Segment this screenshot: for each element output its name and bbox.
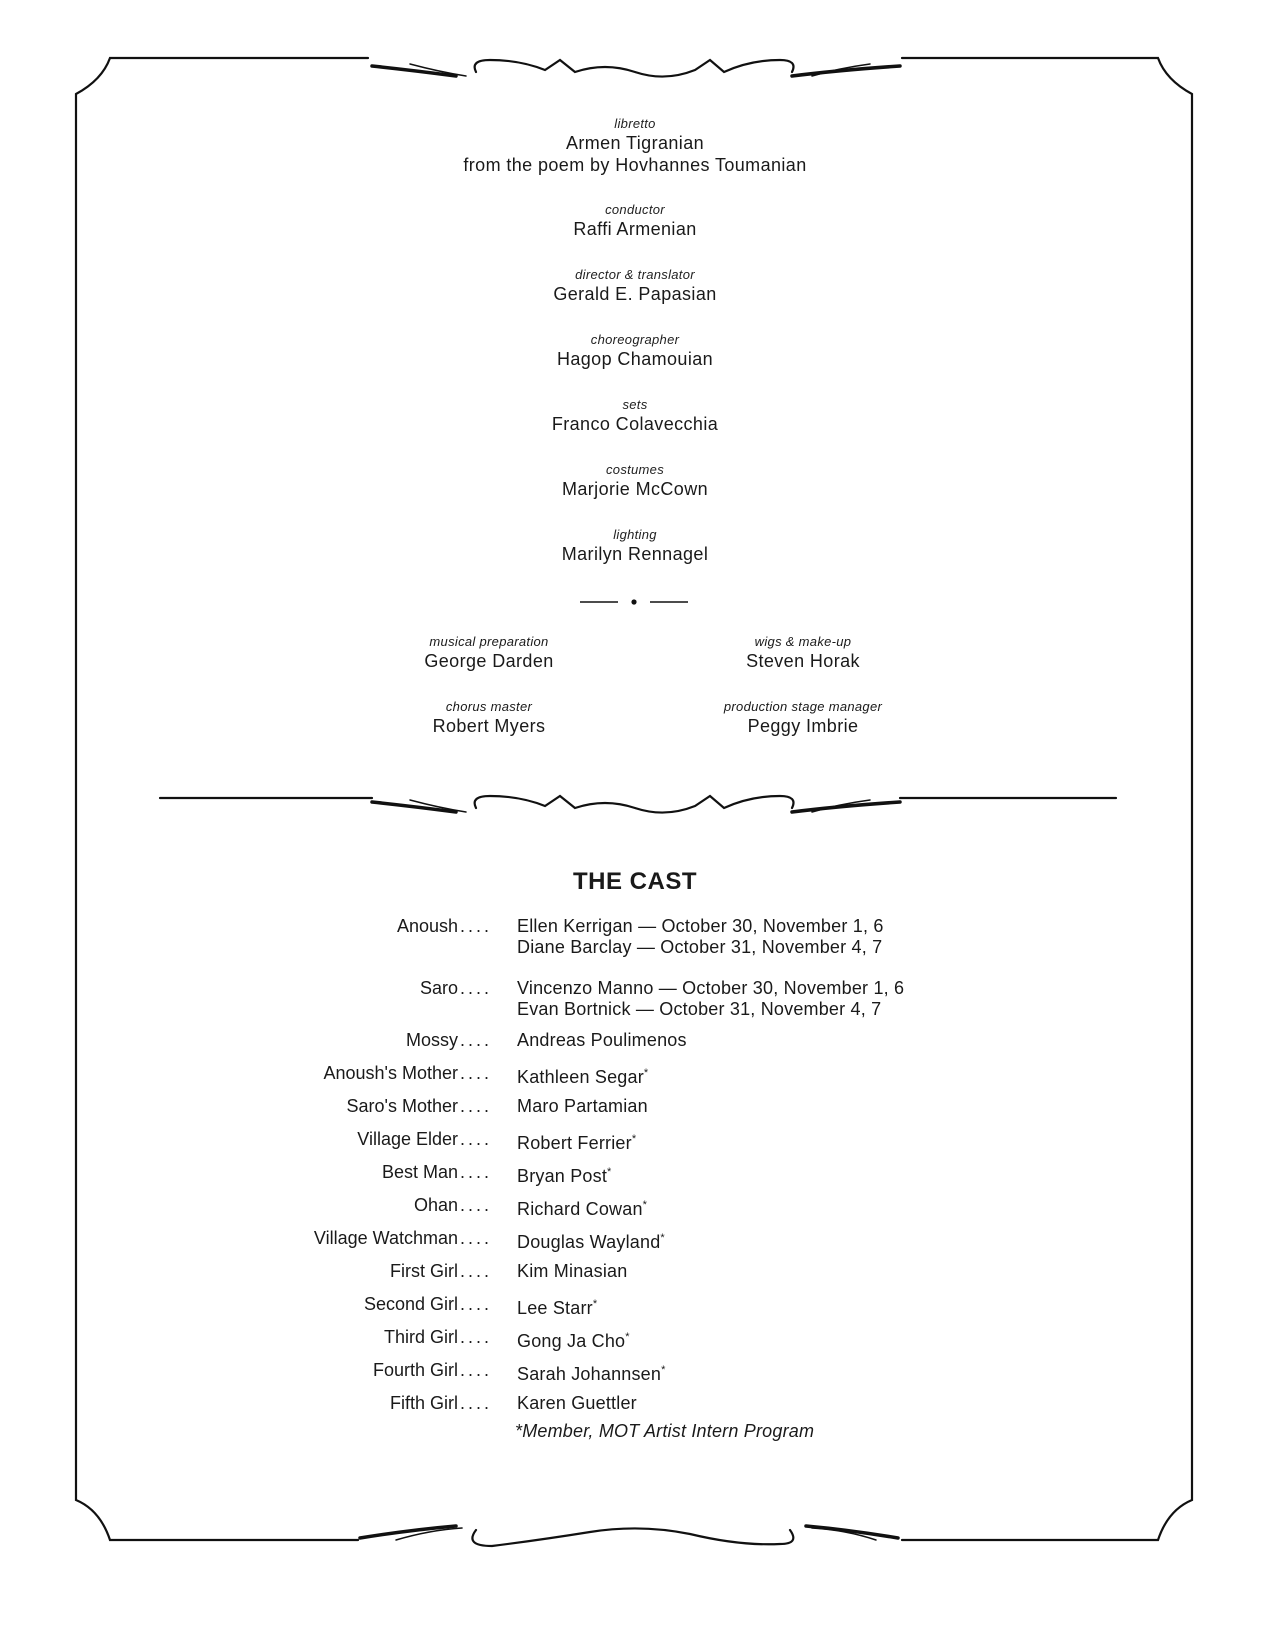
cast-leader-dots: ....	[460, 1294, 493, 1314]
cast-actor-name: Kim Minasian	[517, 1261, 628, 1281]
staff-name: Robert Myers	[432, 716, 546, 736]
credit-block	[395, 267, 875, 305]
cast-actor-name: Andreas Poulimenos	[517, 1030, 687, 1050]
staff-credit	[329, 634, 649, 672]
cast-leader-dots: ....	[460, 1096, 493, 1116]
cast-leader-dots: ....	[460, 1030, 493, 1050]
intern-marker: *	[642, 1199, 648, 1211]
cast-actor	[517, 1030, 687, 1051]
cast-leader-dots: ....	[460, 1162, 493, 1182]
staff-role: musical preparation	[429, 634, 549, 649]
cast-actor-name: Bryan Post	[517, 1166, 608, 1186]
cast-alternate-actor: Evan Bortnick — October 31, November 4, 7	[517, 999, 882, 1019]
cast-heading: THE CAST	[573, 868, 697, 895]
cast-character: Village Watchman	[313, 1228, 458, 1248]
cast-character: Fourth Girl	[372, 1360, 458, 1380]
staff-role: production stage manager	[723, 699, 883, 714]
credit-role: choreographer	[590, 332, 680, 347]
cast-character: Third Girl	[383, 1327, 458, 1347]
cast-actor-name: Maro Partamian	[517, 1096, 648, 1116]
cast-actor-name: Robert Ferrier	[517, 1133, 632, 1153]
cast-leader-dots: ....	[460, 1129, 493, 1149]
cast-alternate-actor: Diane Barclay — October 31, November 4, 7	[517, 937, 883, 957]
cast-character: Anoush's Mother	[323, 1063, 458, 1083]
cast-character: Saro	[419, 978, 458, 998]
cast-leader-dots: ....	[460, 1195, 493, 1215]
cast-character: Fifth Girl	[389, 1393, 458, 1413]
cast-actor	[517, 1228, 665, 1253]
credit-name: Gerald E. Papasian	[553, 284, 717, 304]
staff-credit	[329, 699, 649, 737]
cast-leader-dots: ....	[460, 1228, 493, 1248]
cast-actor	[517, 1162, 612, 1187]
credit-role: director & translator	[575, 267, 695, 282]
cast-actor-name: Lee Starr	[517, 1298, 593, 1318]
intern-marker: *	[607, 1166, 612, 1178]
credit-role: libretto	[614, 116, 656, 131]
cast-leader-dots: ....	[460, 1327, 493, 1347]
credit-block	[395, 332, 875, 370]
staff-credit	[643, 634, 963, 672]
credit-name: Hagop Chamouian	[556, 349, 714, 369]
cast-leader-dots: ....	[460, 1261, 493, 1281]
staff-name: Peggy Imbrie	[747, 716, 859, 736]
cast-character: Saro's Mother	[346, 1096, 458, 1116]
intern-marker: *	[625, 1331, 630, 1343]
intern-marker: *	[661, 1364, 666, 1376]
cast-actor	[517, 1195, 647, 1220]
cast-actor	[517, 1360, 666, 1385]
credit-note: from the poem by Hovhannes Toumanian	[463, 155, 807, 175]
intern-marker: *	[592, 1298, 598, 1310]
cast-actor	[517, 1096, 648, 1117]
cast-leader-dots: ....	[460, 1063, 493, 1083]
cast-character: Second Girl	[363, 1294, 458, 1314]
cast-character: Village Elder	[357, 1129, 458, 1149]
credit-block	[395, 527, 875, 565]
intern-marker: *	[643, 1067, 649, 1079]
cast-actor-name: Douglas Wayland	[517, 1232, 661, 1252]
cast-actor	[517, 916, 884, 937]
cast-actor-name: Vincenzo Manno — October 30, November 1, 6	[517, 978, 905, 998]
credit-name: Franco Colavecchia	[551, 414, 719, 434]
cast-actor	[517, 978, 904, 999]
cast-leader-dots: ....	[460, 978, 493, 998]
intern-marker: *	[660, 1232, 665, 1244]
credit-role: lighting	[613, 527, 657, 542]
footnote: *Member, MOT Artist Intern Program	[515, 1421, 815, 1441]
cast-actor	[517, 1129, 636, 1154]
cast-character: Best Man	[381, 1162, 458, 1182]
cast-actor-name: Richard Cowan	[517, 1199, 643, 1219]
cast-character: Anoush	[396, 916, 458, 936]
credit-name: Armen Tigranian	[565, 133, 705, 153]
cast-actor-name: Ellen Kerrigan — October 30, November 1, 6	[517, 916, 884, 936]
cast-leader-dots: ....	[460, 1360, 493, 1380]
credit-block	[395, 397, 875, 435]
credit-role: costumes	[605, 462, 665, 477]
staff-name: Steven Horak	[746, 651, 860, 671]
credit-block	[395, 462, 875, 500]
cast-actor-name: Karen Guettler	[517, 1393, 637, 1413]
credit-name: Marjorie McCown	[561, 479, 709, 499]
credit-block	[395, 202, 875, 240]
cast-actor-name: Sarah Johannsen	[517, 1364, 662, 1384]
cast-character: Ohan	[413, 1195, 458, 1215]
cast-actor-name: Kathleen Segar	[517, 1067, 644, 1087]
cast-actor	[517, 1327, 630, 1352]
credit-name: Raffi Armenian	[573, 219, 697, 239]
credit-name: Marilyn Rennagel	[561, 544, 709, 564]
cast-character: Mossy	[405, 1030, 458, 1050]
credit-block	[395, 116, 875, 176]
cast-actor	[517, 1294, 597, 1319]
cast-leader-dots: ....	[460, 916, 493, 936]
staff-role: chorus master	[445, 699, 533, 714]
cast-actor-name: Gong Ja Cho	[517, 1331, 626, 1351]
staff-credit	[643, 699, 963, 737]
staff-role: wigs & make-up	[754, 634, 852, 649]
intern-marker: *	[631, 1133, 637, 1145]
cast-actor	[517, 1393, 637, 1414]
cast-leader-dots: ....	[460, 1393, 493, 1413]
credit-role: conductor	[605, 202, 665, 217]
staff-name: George Darden	[424, 651, 554, 671]
cast-character: First Girl	[390, 1261, 458, 1281]
cast-actor	[517, 1261, 627, 1282]
credit-role: sets	[622, 397, 648, 412]
cast-actor	[517, 1063, 648, 1088]
